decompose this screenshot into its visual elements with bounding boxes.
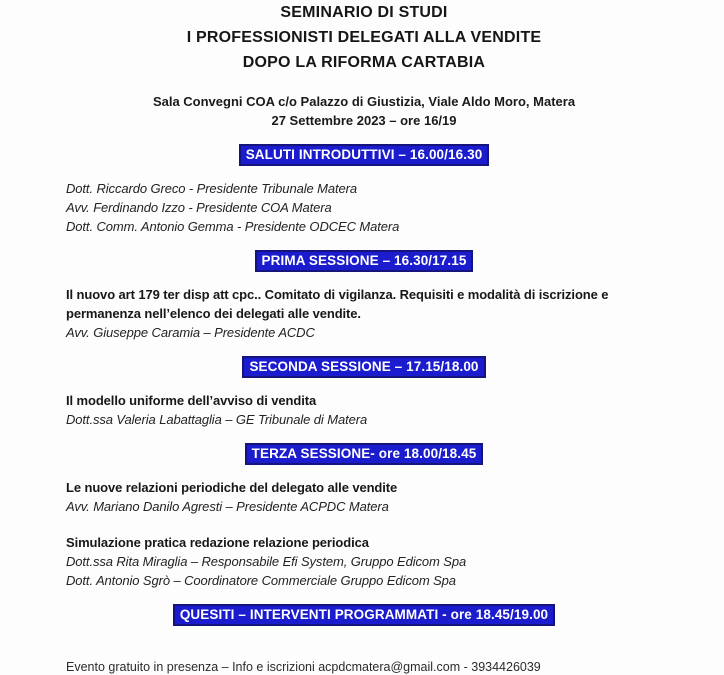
speaker-line: Dott. Comm. Antonio Gemma - Presidente ODCEC Matera: [66, 219, 400, 234]
session-band: SECONDA SESSIONE – 17.15/18.00: [242, 356, 485, 378]
session-band: QUESITI – INTERVENTI PROGRAMMATI - ore 18.45/19.00: [173, 604, 555, 626]
page-title-line-1: SEMINARIO DI STUDI: [280, 4, 448, 21]
speaker-line: Avv. Ferdinando Izzo - Presidente COA Matera: [66, 200, 332, 215]
program-section: [66, 604, 662, 626]
talk-block: [66, 179, 662, 236]
date-time-line: 27 Settembre 2023 – ore 16/19: [271, 113, 457, 128]
footer-info: Evento gratuito in presenza – Info e iscrizioni acpdcmatera@gmail.com - 3934426039: [66, 660, 541, 674]
page-title-line-3: DOPO LA RIFORMA CARTABIA: [242, 54, 486, 71]
program-section: [66, 144, 662, 236]
talk-block: [66, 391, 662, 429]
speaker-line: Avv. Giuseppe Caramia – Presidente ACDC: [66, 325, 315, 340]
speaker-line: Dott.ssa Rita Miraglia – Responsabile Efi System, Gruppo Edicom Spa: [66, 554, 467, 569]
talk-topic: Il modello uniforme dell’avviso di vendita: [66, 393, 317, 408]
talk-block: [66, 533, 662, 590]
page-title-line-2: I PROFESSIONISTI DELEGATI ALLA VENDITE: [186, 29, 542, 46]
venue-block: [66, 92, 662, 130]
program-sections: [66, 144, 662, 626]
speaker-line: Dott. Riccardo Greco - Presidente Tribunale Matera: [66, 181, 357, 196]
talk-block: [66, 478, 662, 516]
program-section: [66, 250, 662, 342]
session-band: PRIMA SESSIONE – 16.30/17.15: [255, 250, 474, 272]
program-section: [66, 356, 662, 429]
session-band-row: [66, 356, 662, 378]
talk-topic: Il nuovo art 179 ter disp att cpc.. Comitato di vigilanza. Requisiti e modalità di iscrizione e permanenza nell’elenco dei delegati alle vendite.: [66, 287, 609, 321]
session-band-row: [66, 250, 662, 272]
talk-block: [66, 285, 662, 342]
session-band-row: [66, 144, 662, 166]
speaker-line: Avv. Mariano Danilo Agresti – Presidente ACPDC Matera: [66, 499, 389, 514]
speaker-line: Dott. Antonio Sgrò – Coordinatore Commerciale Gruppo Edicom Spa: [66, 573, 456, 588]
talk-topic: Le nuove relazioni periodiche del delegato alle vendite: [66, 480, 398, 495]
flyer-content: [66, 0, 662, 675]
venue-line: Sala Convegni COA c/o Palazzo di Giustizia, Viale Aldo Moro, Matera: [152, 94, 576, 109]
speaker-line: Dott.ssa Valeria Labattaglia – GE Tribunale di Matera: [66, 412, 368, 427]
title-block: [66, 0, 662, 75]
session-band-row: [66, 443, 662, 465]
talk-topic: Simulazione pratica redazione relazione periodica: [66, 535, 369, 550]
session-band: SALUTI INTRODUTTIVI – 16.00/16.30: [239, 144, 490, 166]
session-band-row: [66, 604, 662, 626]
session-band: TERZA SESSIONE- ore 18.00/18.45: [245, 443, 484, 465]
program-section: [66, 443, 662, 590]
